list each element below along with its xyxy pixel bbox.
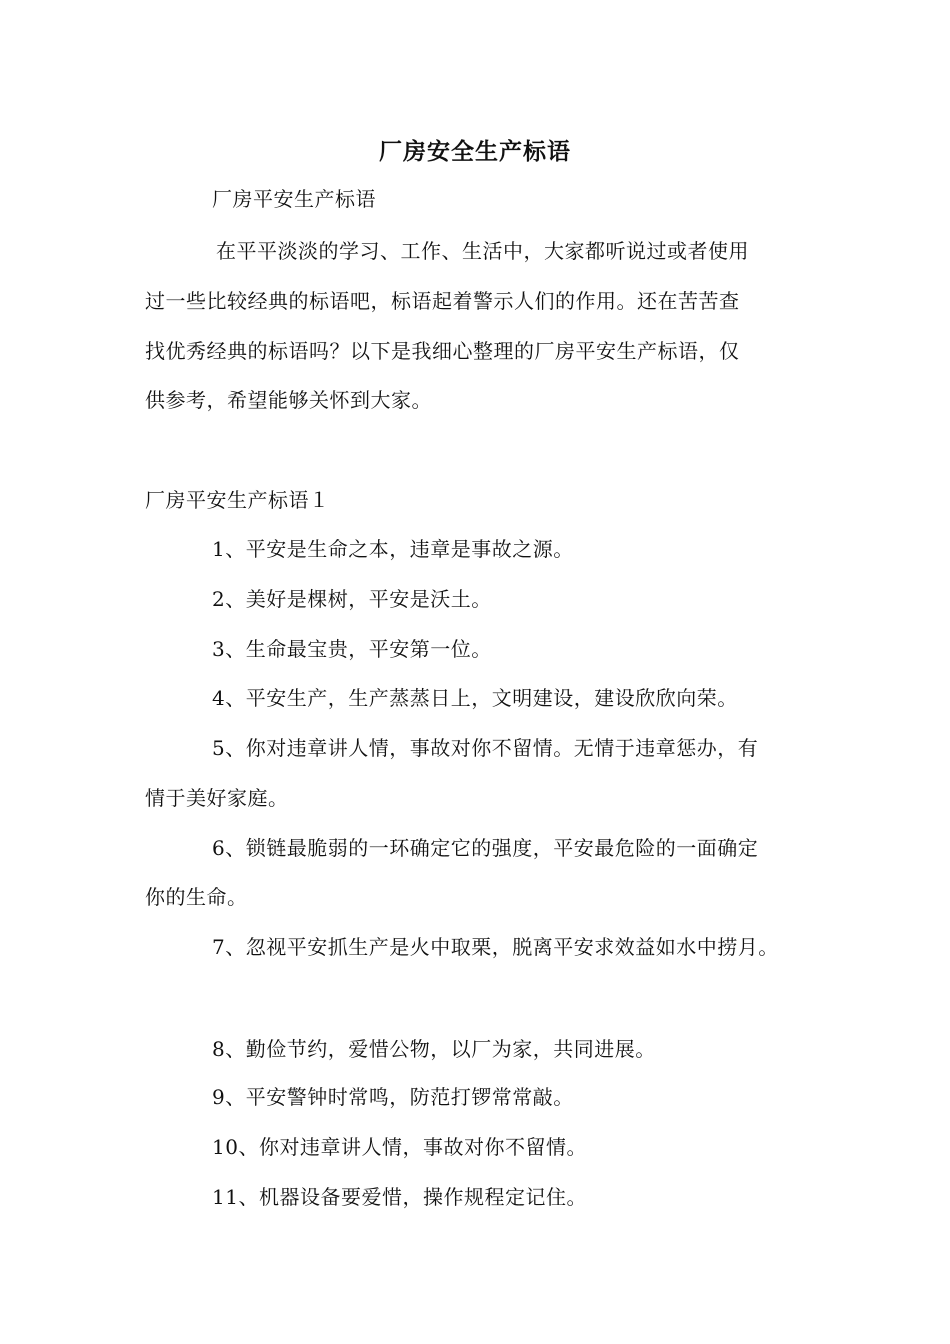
- slogan-line: 3、生命最宝贵，平安第一位。: [212, 637, 492, 661]
- slogan-line: 2、美好是棵树，平安是沃土。: [212, 587, 492, 611]
- intro-line-2: 过一些比较经典的标语吧，标语起着警示人们的作用。还在苦苦查: [145, 289, 740, 313]
- section-heading: 厂房平安生产标语１: [145, 488, 330, 512]
- document-title: 厂房安全生产标语: [379, 138, 571, 165]
- slogan-line: 4、平安生产，生产蒸蒸日上，文明建设，建设欣欣向荣。: [212, 686, 738, 710]
- slogan-line: 11、机器设备要爱惜，操作规程定记住。: [212, 1185, 587, 1209]
- slogan-line: 10、你对违章讲人情，事故对你不留情。: [212, 1135, 587, 1159]
- slogan-line-continuation: 情于美好家庭。: [145, 786, 289, 810]
- slogan-line: 9、平安警钟时常鸣，防范打锣常常敲。: [212, 1085, 574, 1109]
- intro-line-3: 找优秀经典的标语吗？以下是我细心整理的厂房平安生产标语，仅: [145, 339, 740, 363]
- slogan-line-continuation: 你的生命。: [145, 885, 248, 909]
- document-subtitle: 厂房平安生产标语: [212, 187, 376, 211]
- intro-line-4: 供参考，希望能够关怀到大家。: [145, 388, 432, 412]
- slogan-line: 7、忽视平安抓生产是火中取栗，脱离平安求效益如水中捞月。: [212, 935, 779, 959]
- slogan-line: 1、平安是生命之本，违章是事故之源。: [212, 537, 574, 561]
- intro-line-1: 在平平淡淡的学习、工作、生活中，大家都听说过或者使用: [216, 239, 749, 263]
- slogan-line: 6、锁链最脆弱的一环确定它的强度，平安最危险的一面确定: [212, 836, 759, 860]
- slogan-line: 5、你对违章讲人情，事故对你不留情。无情于违章惩办，有: [212, 736, 759, 760]
- slogan-line: 8、勤俭节约，爱惜公物，以厂为家，共同进展。: [212, 1037, 656, 1061]
